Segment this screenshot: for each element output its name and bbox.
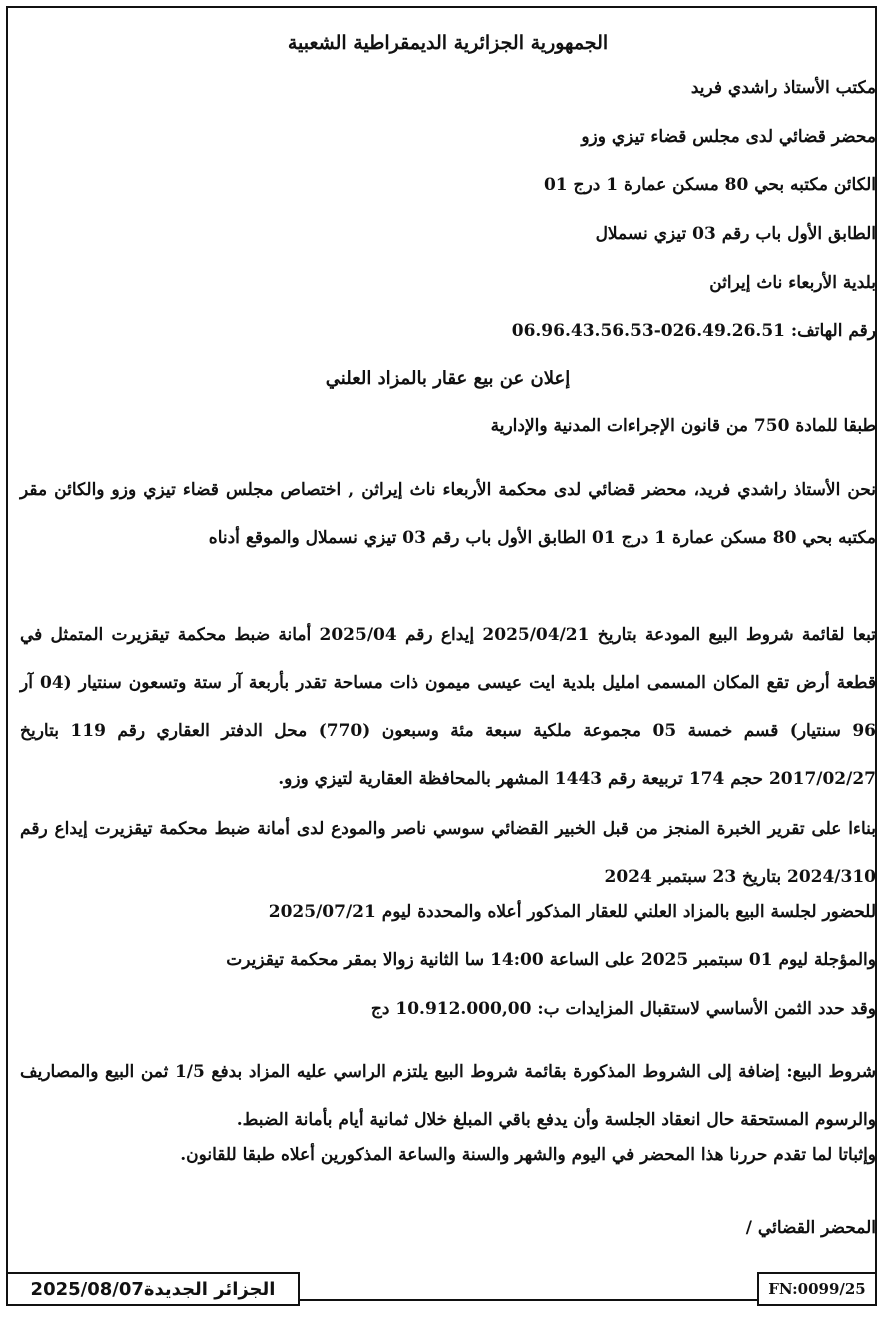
address-line-2: الطابق الأول باب رقم 03 تيزي نسملال [595, 224, 876, 244]
bailiff-title: محضر قضائي لدى مجلس قضاء تيزي وزو [581, 127, 876, 147]
intro-paragraph: نحن الأستاذ راشدي فريد، محضر قضائي لدى محكمة الأربعاء ناث إيراثن , اختصاص مجلس قضاء تيزي وزو والكائن مقر مكتبه بحي 80 مسكن عمارة 1 درج 01 الطابق الأول باب رقم 03 تيزي نسملال والموقع أدناه [20, 480, 876, 548]
attendance-line: للحضور لجلسة البيع بالمزاد العلني للعقار المذكور أعلاه والمحددة ليوم 2025/07/21 [268, 902, 876, 922]
postponed-line: والمؤجلة ليوم 01 سبتمبر 2025 على الساعة 14:00 سا الثانية زوالا بمقر محكمة تيقزيرت [226, 950, 876, 970]
address-line-1: الكائن مكتبه بحي 80 مسكن عمارة 1 درج 01 [543, 175, 876, 195]
office-name: مكتب الأستاذ راشدي فريد [690, 78, 876, 98]
reference-number: FN:0099/25 [768, 1280, 866, 1298]
notice-title: إعلان عن بيع عقار بالمزاد العلني [325, 368, 571, 389]
conditions-paragraph: تبعا لقائمة شروط البيع المودعة بتاريخ 2025/04/21 إيداع رقم 2025/04 أمانة ضبط محكمة تيقزيرت المتمثل في قطعة أرض تقع المكان المسمى امليل بلدية ايت عيسى ميمون ذات مساحة تقدر بأربعة آر ستة وتسعون سنتيار (04 آر 96 سنتيار) قسم خمسة 05 مجموعة ملكية سبعة مئة وسبعون (770) محل الدفتر العقاري رقم 119 بتاريخ 2017/02/27 حجم 174 تربيعة رقم 1443 المشهر بالمحافظة العقارية لتيزي وزو. [20, 625, 877, 789]
publication-date: 2025/08/07 [30, 1278, 144, 1300]
expertise-paragraph: بناءا على تقرير الخبرة المنجز من قبل الخبير القضائي سوسي ناصر والمودع لدى أمانة ضبط محكمة تيقزيرت إيداع رقم 2024/310 بتاريخ 23 سبتمبر 2024 [20, 819, 876, 887]
newspaper-date-box [6, 1272, 300, 1306]
legal-basis: طبقا للمادة 750 من قانون الإجراءات المدنية والإدارية [490, 416, 876, 436]
reference-box [757, 1272, 877, 1306]
republic-heading: الجمهورية الجزائرية الديمقراطية الشعبية [287, 32, 609, 54]
sale-terms-paragraph: شروط البيع: إضافة إلى الشروط المذكورة بقائمة شروط البيع يلتزم الراسي عليه المزاد بدفع 1/5 ثمن البيع والمصاريف والرسوم المستحقة حال انعقاد الجلسة وأن يدفع باقي المبلغ خلال ثمانية أيام بأمانة الضبط. [20, 1062, 877, 1130]
signature-label: المحضر القضائي / [745, 1218, 876, 1238]
base-price: وقد حدد الثمن الأساسي لاستقبال المزايدات ب: 10.912.000,00 دج [370, 999, 876, 1019]
closing-statement: وإثباتا لما تقدم حررنا هذا المحضر في اليوم والشهر والسنة والساعة المذكورين أعلاه طبقا للقانون. [180, 1145, 876, 1165]
municipality: بلدية الأربعاء ناث إيراثن [709, 273, 876, 293]
newspaper-name: الجزائر الجديدة [143, 1278, 276, 1300]
phone-number: رقم الهاتف: 026.49.26.51-06.96.43.56.53 [511, 321, 876, 341]
